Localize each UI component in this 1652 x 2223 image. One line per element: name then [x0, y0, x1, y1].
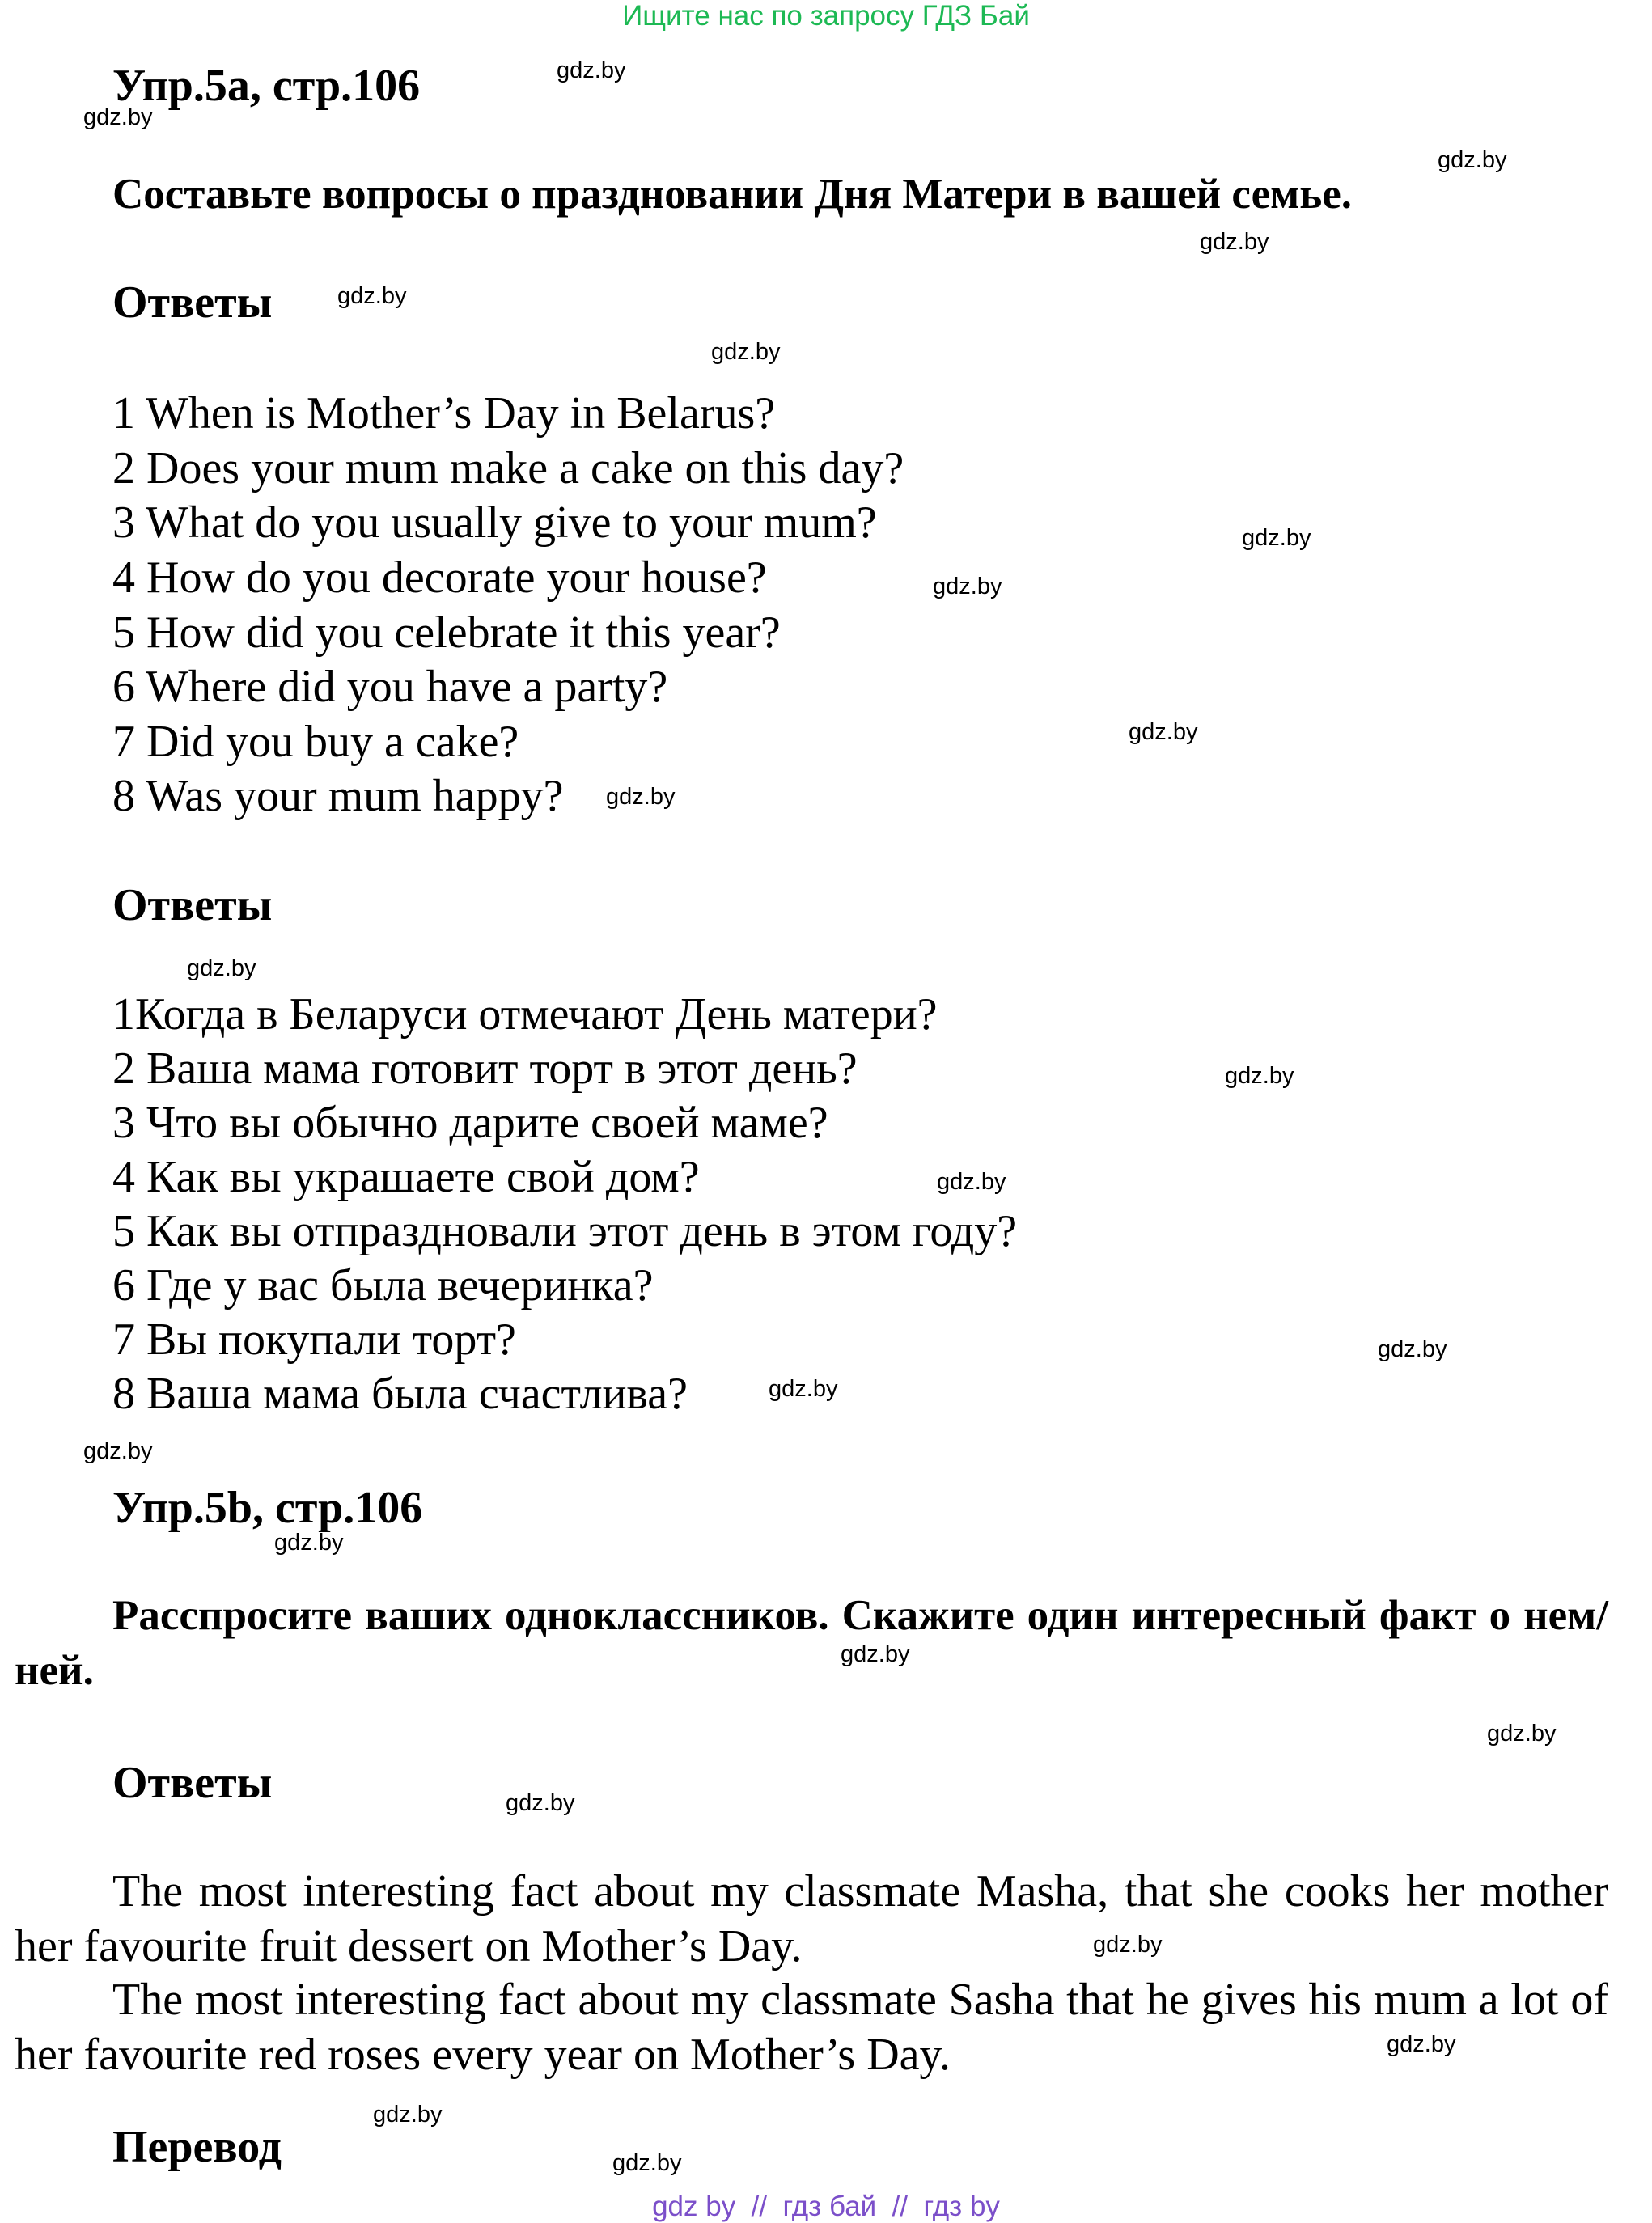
watermark: gdz.by	[1378, 1336, 1447, 1362]
exercise-5a-title: Упр.5а, стр.106	[112, 61, 421, 111]
exercise-5a-task: Составьте вопросы о праздновании Дня Матери в вашей семье.	[112, 171, 1353, 218]
watermark: gdz.by	[937, 1169, 1006, 1195]
watermark: gdz.by	[557, 57, 626, 83]
watermark: gdz.by	[769, 1376, 838, 1402]
exercise-5b-translation-heading: Перевод	[112, 2122, 282, 2172]
translation-line: 6 Где у вас была вечеринка?	[112, 1260, 654, 1311]
watermark: gdz.by	[274, 1530, 344, 1556]
answer-paragraph: The most interesting fact about my classmate Sasha that he gives his mum a lot of her favourite red roses every year on Mother’s Day.	[15, 1975, 1608, 2080]
exercise-5b-answers-heading: Ответы	[112, 1758, 273, 1808]
watermark: gdz.by	[933, 574, 1002, 599]
translation-line: 8 Ваша мама была счастлива?	[112, 1369, 688, 1419]
watermark: gdz.by	[506, 1790, 575, 1816]
watermark: gdz.by	[841, 1641, 910, 1667]
translation-line: 1Когда в Беларуси отмечают День матери?	[112, 989, 938, 1040]
translation-line: 5 Как вы отпраздновали этот день в этом году?	[112, 1206, 1018, 1256]
watermark: gdz.by	[1093, 1932, 1163, 1958]
watermark: gdz.by	[612, 2150, 682, 2176]
answer-line: 1 When is Mother’s Day in Belarus?	[112, 388, 776, 438]
exercise-5b-title: Упр.5b, стр.106	[112, 1483, 423, 1533]
answer-paragraph: The most interesting fact about my classmate Masha, that she cooks her mother her favourite fruit dessert on Mother’s Day.	[15, 1866, 1608, 1971]
translation-line: 2 Ваша мама готовит торт в этот день?	[112, 1044, 858, 1094]
exercise-5a-translation-heading: Ответы	[112, 880, 273, 930]
watermark: gdz.by	[83, 1438, 153, 1464]
watermark: gdz.by	[1242, 525, 1311, 551]
watermark: gdz.by	[83, 104, 153, 130]
answer-line: 4 How do you decorate your house?	[112, 553, 767, 603]
watermark: gdz.by	[337, 283, 407, 309]
exercise-5b-task: Расспросите ваших одноклассников. Скажите один интересный факт о нем/ней.	[15, 1592, 1608, 1694]
answer-line: 5 How did you celebrate it this year?	[112, 608, 781, 658]
answer-line: 8 Was your mum happy?	[112, 771, 564, 821]
answer-line: 7 Did you buy a cake?	[112, 717, 519, 767]
top-banner: Ищите нас по запросу ГДЗ Бай	[622, 0, 1030, 32]
translation-line: 4 Как вы украшаете свой дом?	[112, 1152, 700, 1202]
watermark: gdz.by	[1438, 147, 1507, 173]
answer-line: 3 What do you usually give to your mum?	[112, 498, 877, 548]
answer-line: 2 Does your mum make a cake on this day?	[112, 443, 904, 493]
watermark: gdz.by	[1387, 2031, 1456, 2057]
answer-line: 6 Where did you have a party?	[112, 662, 668, 712]
watermark: gdz.by	[1225, 1063, 1294, 1089]
watermark: gdz.by	[373, 2102, 443, 2128]
bottom-banner: gdz by // гдз бай // гдз by	[652, 2191, 1000, 2222]
watermark: gdz.by	[1487, 1721, 1557, 1747]
watermark: gdz.by	[606, 784, 676, 810]
translation-line: 3 Что вы обычно дарите своей маме?	[112, 1098, 828, 1148]
watermark: gdz.by	[1129, 719, 1198, 745]
watermark: gdz.by	[711, 339, 781, 365]
exercise-5a-answers-heading: Ответы	[112, 277, 273, 328]
watermark: gdz.by	[187, 955, 256, 981]
translation-line: 7 Вы покупали торт?	[112, 1315, 516, 1365]
watermark: gdz.by	[1200, 229, 1269, 255]
